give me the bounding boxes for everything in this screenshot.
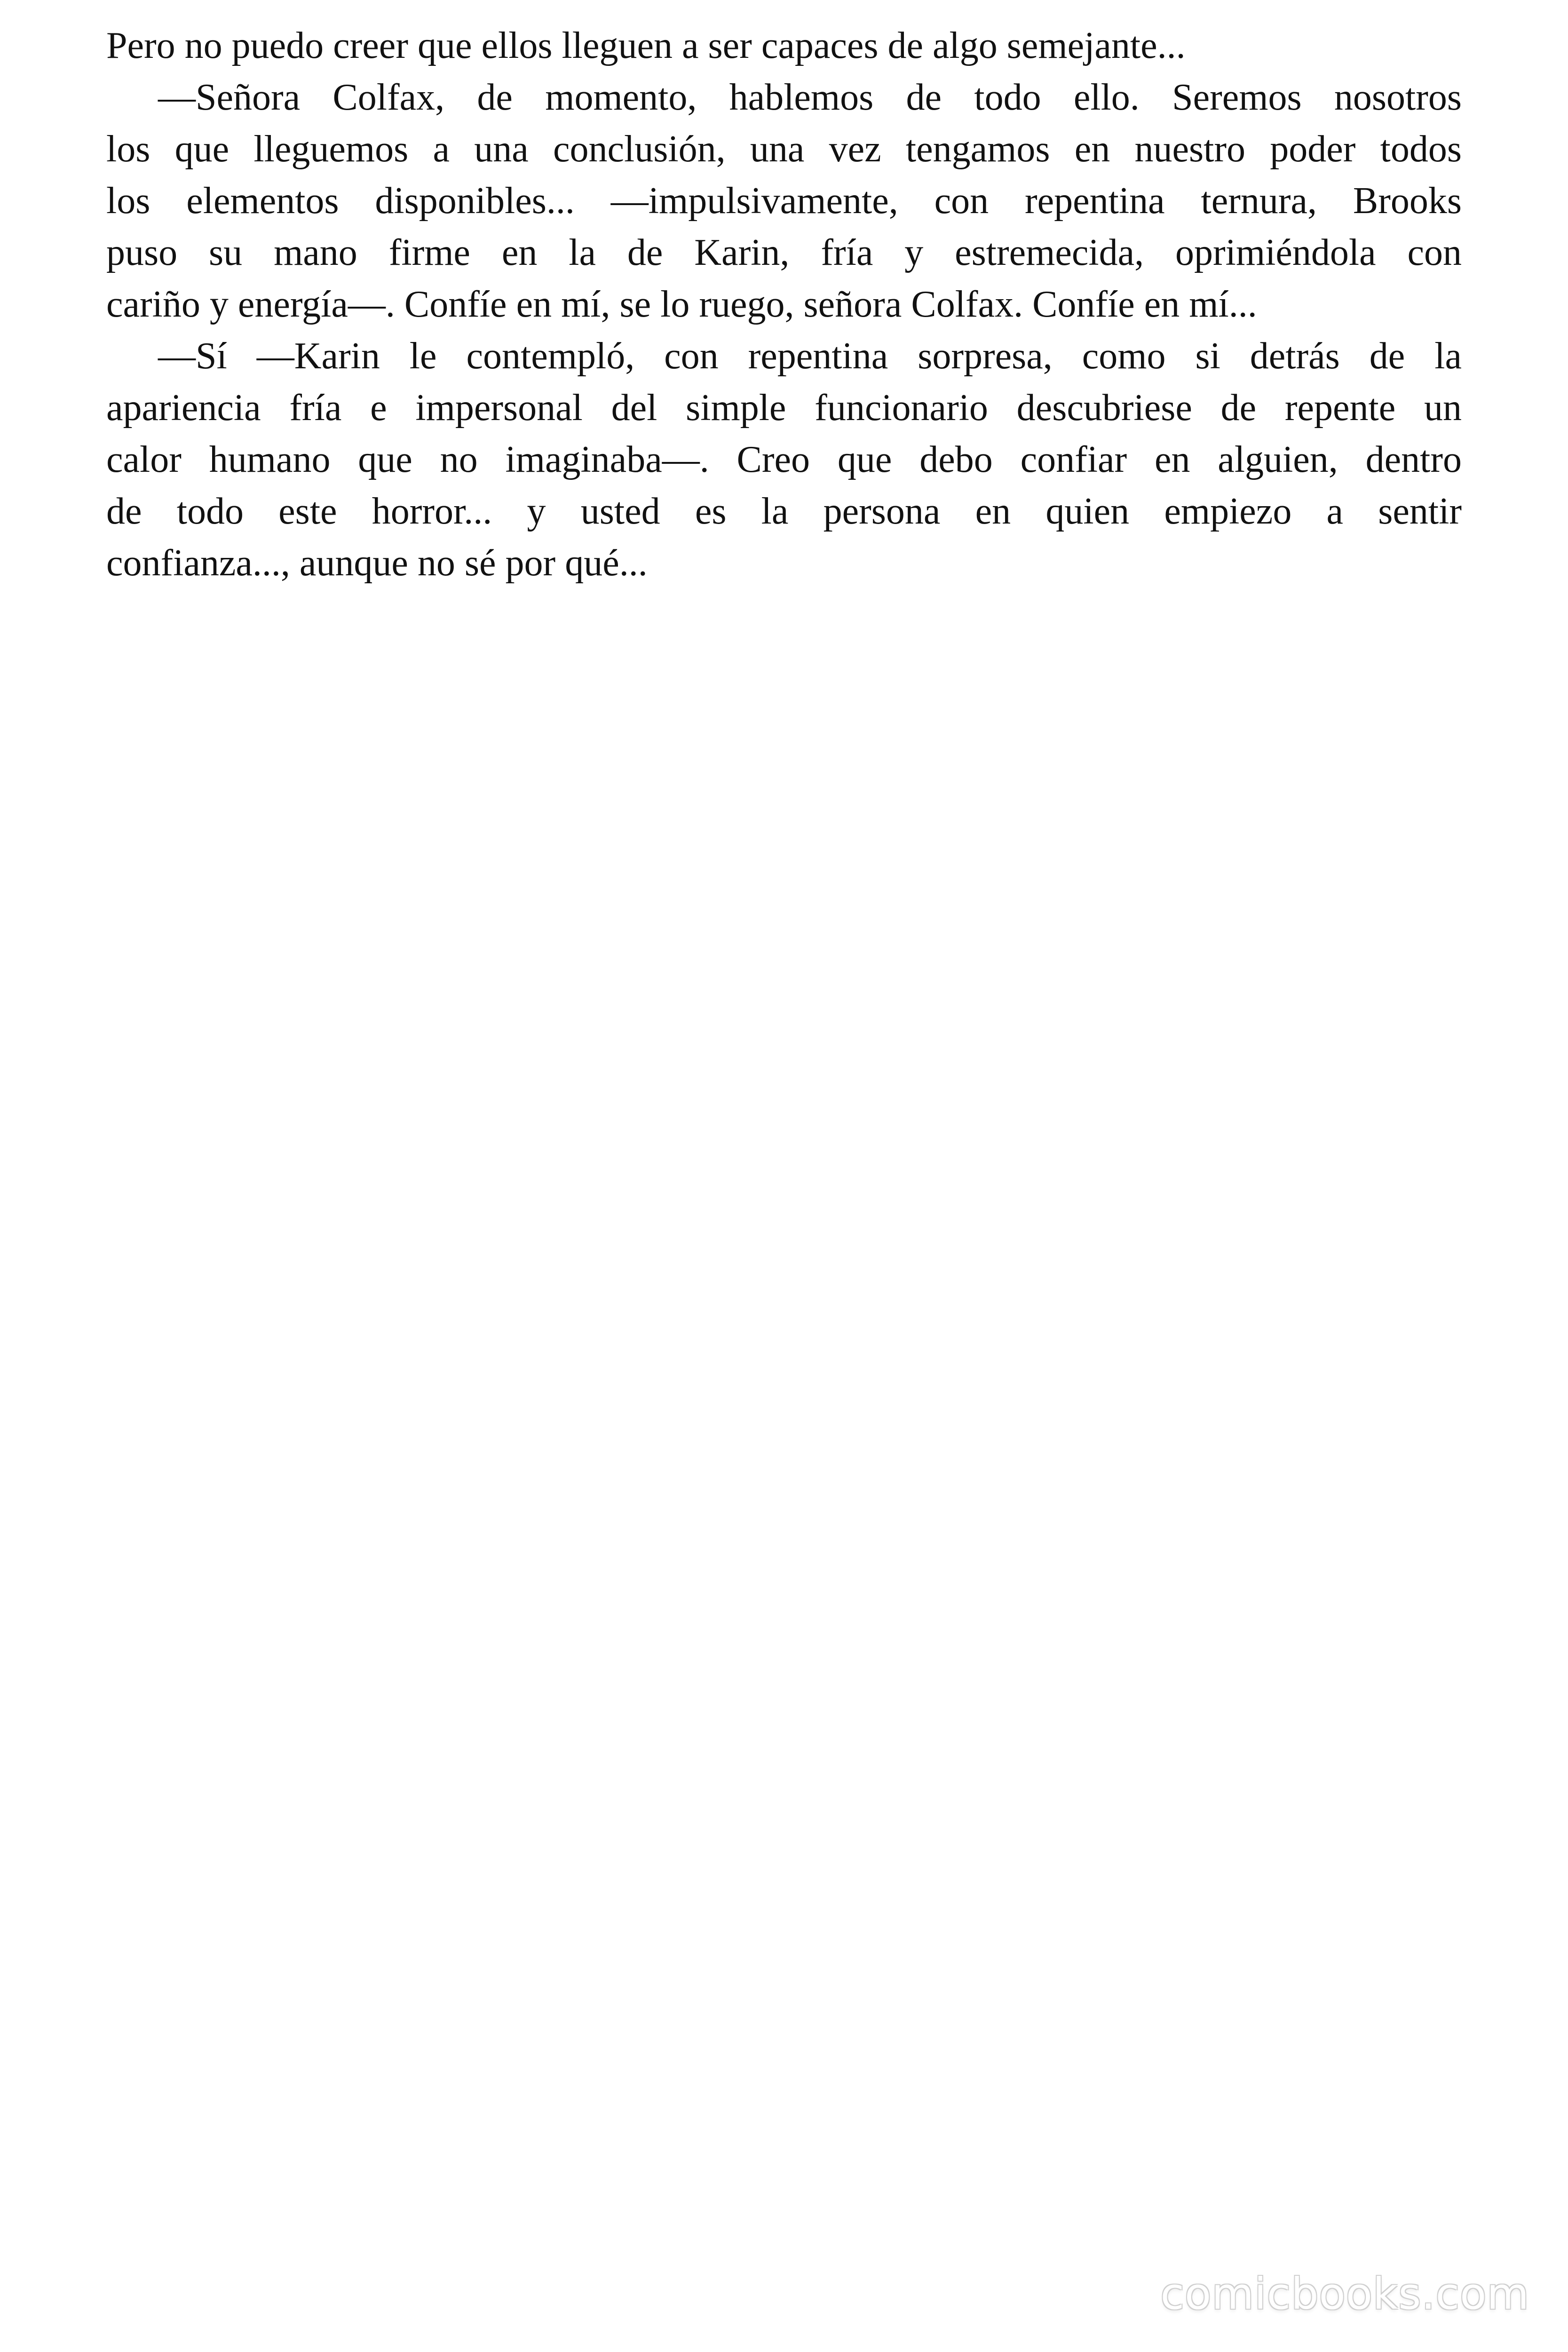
text-line-9: calor humano que no imaginaba—. Creo que debo confiar en alguien, dentro bbox=[106, 439, 1462, 480]
text-line-3: los que lleguemos a una conclusión, una vez tengamos en nuestro poder todos bbox=[106, 128, 1462, 170]
text-line-10: de todo este horror... y usted es la persona en quien empiezo a sentir bbox=[106, 491, 1462, 532]
body-text bbox=[106, 20, 1462, 589]
text-line-6: cariño y energía—. Confíe en mí, se lo ruego, señora Colfax. Confíe en mí... bbox=[106, 284, 1257, 325]
watermark-logo: comicbooks.com bbox=[1160, 2269, 1529, 2319]
text-line-5: puso su mano firme en la de Karin, fría y estremecida, oprimiéndola con bbox=[106, 232, 1462, 273]
text-line-1: Pero no puedo creer que ellos lleguen a ser capaces de algo semejante... bbox=[106, 25, 1186, 66]
text-line-7: —Sí —Karin le contempló, con repentina sorpresa, como si detrás de la bbox=[158, 335, 1462, 377]
text-line-11: confianza..., aunque no sé por qué... bbox=[106, 542, 648, 584]
text-line-2: —Señora Colfax, de momento, hablemos de todo ello. Seremos nosotros bbox=[158, 77, 1462, 118]
text-line-4: los elementos disponibles... —impulsivamente, con repentina ternura, Brooks bbox=[106, 180, 1462, 222]
text-line-8: apariencia fría e impersonal del simple funcionario descubriese de repente un bbox=[106, 387, 1462, 429]
